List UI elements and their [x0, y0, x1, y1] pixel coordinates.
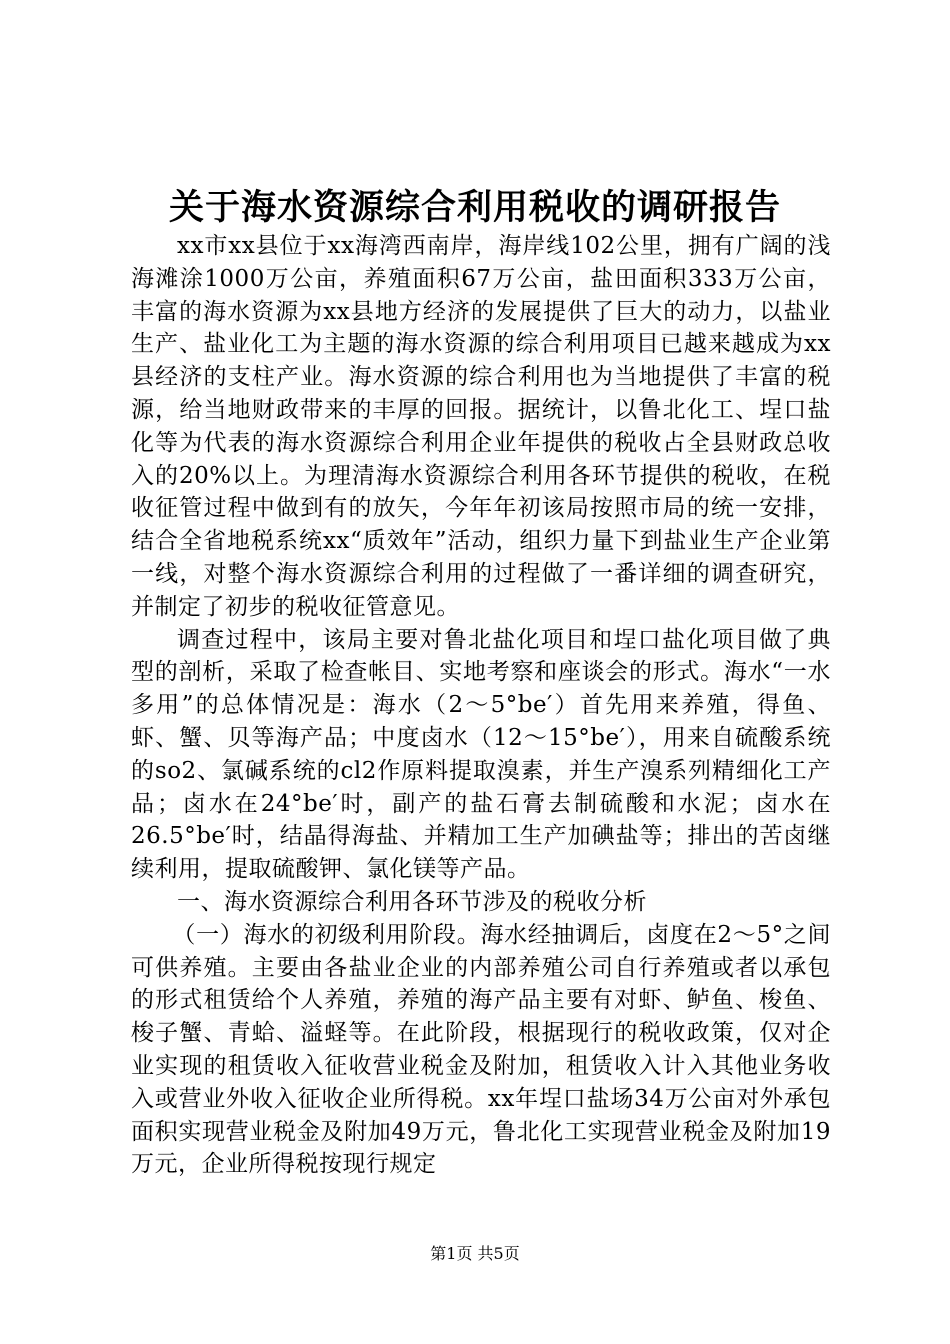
document-title: 关于海水资源综合利用税收的调研报告 [168, 188, 781, 228]
paragraph-survey: 调查过程中，该局主要对鲁北盐化项目和埕口盐化项目做了典型的剖析，采取了检查帐目、实地考察和座谈会的形式。海水“一水多用”的总体情况是：海水（2～5°be′）首先用来养殖，得鱼、虾、蟹、贝等海产品；中度卤水（12～15°be′），用来自硫酸系统的so2、氯碱系统的cl2作原料提取溴素，并生产溴系列精细化工产品；卤水在24°be′时，副产的盐石膏去制硫酸和水泥；卤水在26.5°be′时，结晶得海盐、并精加工生产加碘盐等；排出的苦卤继续利用，提取硫酸钾、氯化镁等产品。 [131, 626, 831, 883]
page-footer: 第1页 共5页 [430, 1244, 520, 1263]
document-body [131, 230, 831, 1181]
paragraph-intro: xx市xx县位于xx海湾西南岸，海岸线102公里，拥有广阔的浅海滩涂1000万公亩，养殖面积67万公亩，盐田面积333万公亩，丰富的海水资源为xx县地方经济的发展提供了巨大的动力，以盐业生产、盐业化工为主题的海水资源的综合利用项目已越来越成为xx县经济的支柱产业。海水资源的综合利用也为当地提供了丰富的税源，给当地财政带来的丰厚的回报。据统计，以鲁北化工、埕口盐化等为代表的海水资源综合利用企业年提供的税收占全县财政总收入的20%以上。为理清海水资源综合利用各环节提供的税收，在税收征管过程中做到有的放矢，今年年初该局按照市局的统一安排，结合全省地税系统xx“质效年”活动，组织力量下到盐业生产企业第一线，对整个海水资源综合利用的过程做了一番详细的调查研究，并制定了初步的税收征管意见。 [131, 233, 831, 620]
section-heading: 一、海水资源综合利用各环节涉及的税收分析 [177, 888, 647, 915]
paragraph-subsection-1: （一）海水的初级利用阶段。海水经抽调后，卤度在2～5°之间可供养殖。主要由各盐业企业的内部养殖公司自行养殖或者以承包的形式租赁给个人养殖，养殖的海产品主要有对虾、鲈鱼、梭鱼、梭子蟹、青蛤、溢蛏等。在此阶段，根据现行的税收政策，仅对企业实现的租赁收入征收营业税金及附加，租赁收入计入其他业务收入或营业外收入征收企业所得税。xx年埕口盐场34万公亩对外承包面积实现营业税金及附加49万元，鲁北化工实现营业税金及附加19万元，企业所得税按现行规定 [131, 921, 831, 1178]
